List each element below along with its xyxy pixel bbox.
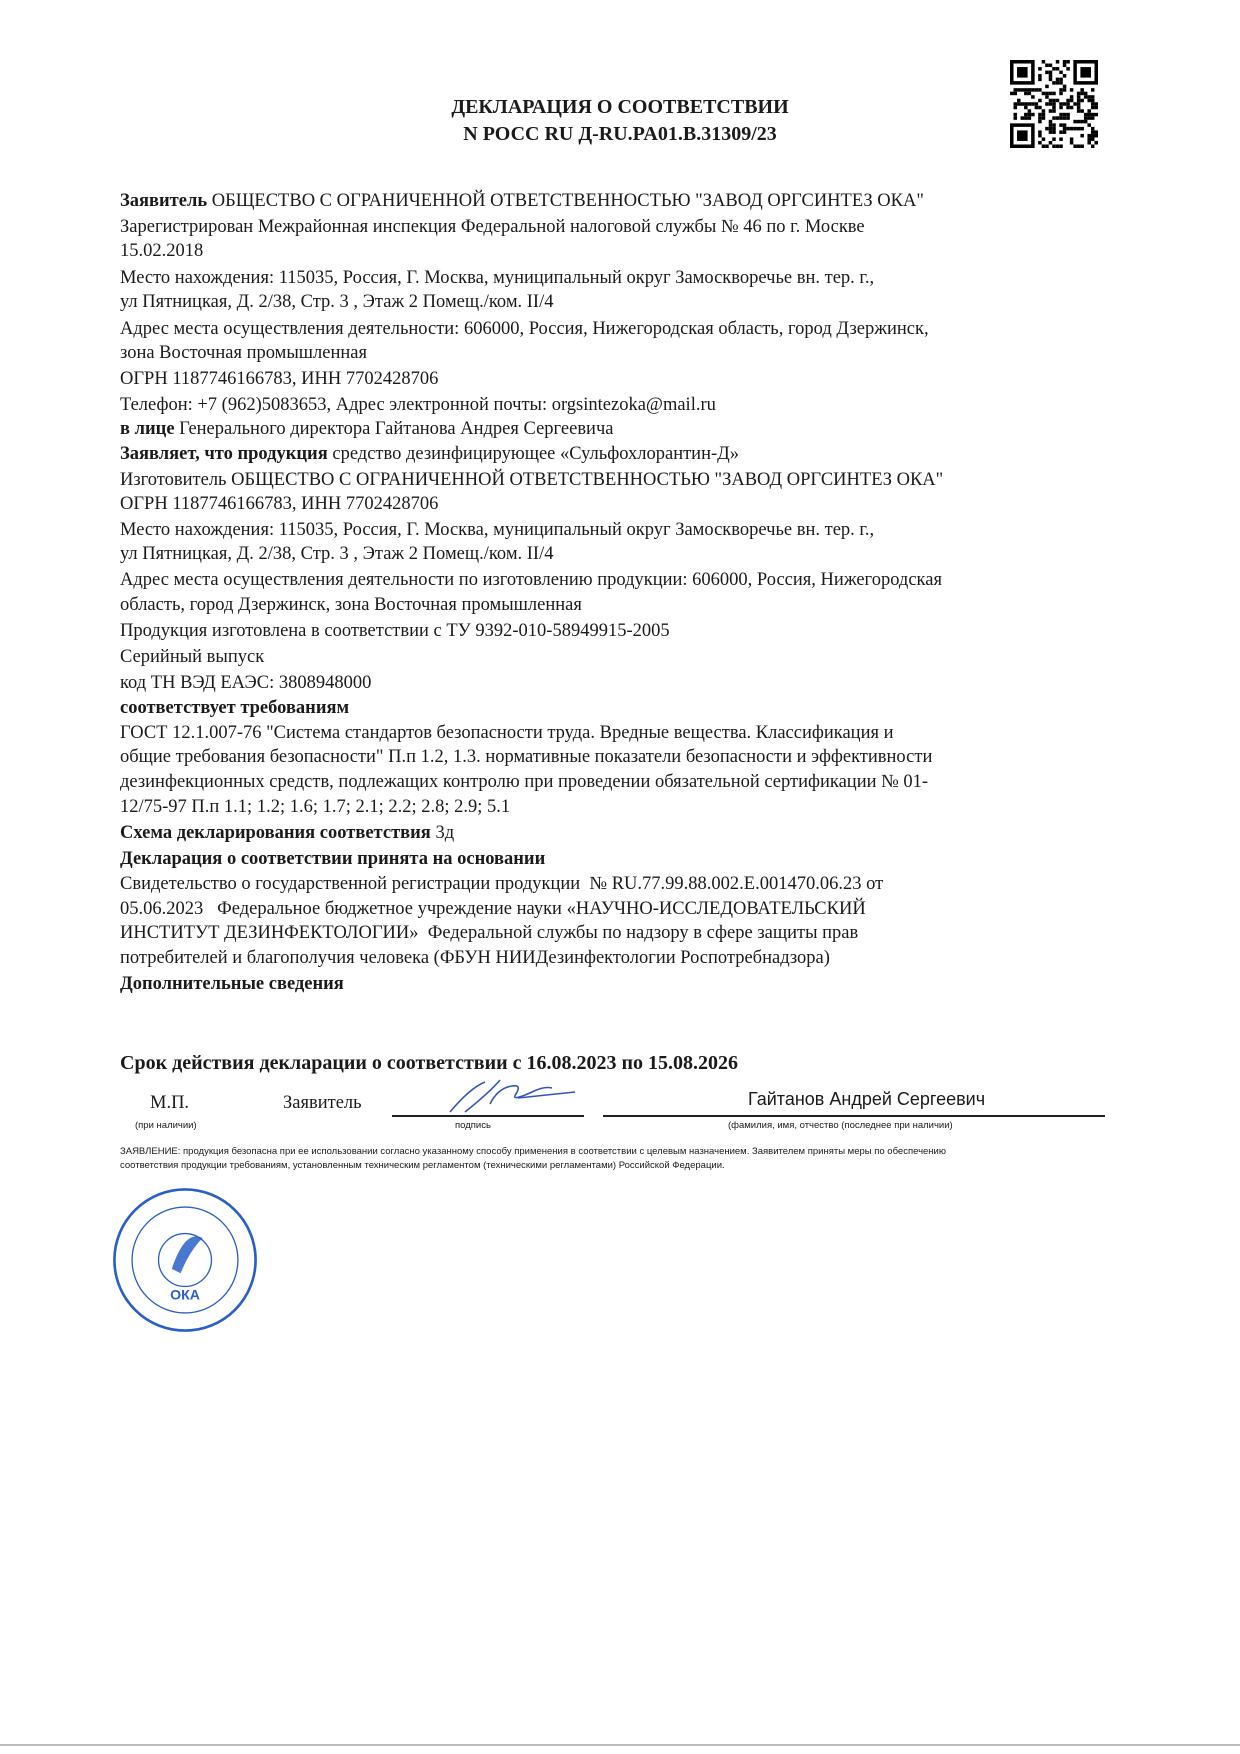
- body-line-text: Свидетельство о государственной регистрации продукции № RU.77.99.88.002.E.001470.06.23 от: [120, 874, 884, 894]
- body-line-text: ул Пятницкая, Д. 2/38, Стр. 3 , Этаж 2 Помещ./ком. II/4: [120, 544, 554, 564]
- body-line: [120, 569, 942, 591]
- body-line-text: Серийный выпуск: [120, 647, 265, 667]
- body-line: [120, 697, 349, 719]
- body-line-text: ОГРН 1187746166783, ИНН 7702428706: [120, 494, 439, 514]
- declaration-number: N РОСС RU Д-RU.PA01.B.31309/23: [463, 123, 777, 145]
- name-line: [603, 1115, 1105, 1117]
- body-line-label: Дополнительные сведения: [120, 974, 344, 994]
- body-line: [120, 722, 894, 744]
- body-line: [120, 796, 510, 818]
- signatory-name: Гайтанов Андрей Сергеевич: [748, 1089, 986, 1109]
- body-line: [120, 318, 929, 340]
- body-line-text: ИНСТИТУТ ДЕЗИНФЕКТОЛОГИИ» Федеральной службы по надзору в сфере защиты прав: [120, 923, 859, 943]
- body-line-text: Генерального директора Гайтанова Андрея Сергеевича: [174, 419, 614, 439]
- body-line: [120, 216, 865, 238]
- body-line-text: ГОСТ 12.1.007-76 "Система стандартов безопасности труда. Вредные вещества. Классификация и: [120, 723, 894, 743]
- body-line: [120, 394, 716, 416]
- body-line: [120, 973, 344, 995]
- signature-note: подпись: [455, 1120, 491, 1131]
- body-line-label: Схема декларирования соответствия: [120, 823, 431, 843]
- mp-label: М.П.: [150, 1093, 190, 1113]
- body-line: [120, 898, 866, 920]
- body-line-text: потребителей и благополучия человека (ФБУН НИИДезинфектологии Роспотребнадзора): [120, 948, 830, 968]
- body-line: [120, 240, 203, 262]
- body-line: [120, 947, 830, 969]
- body-line-text: код ТН ВЭД ЕАЭС: 3808948000: [120, 673, 372, 693]
- body-line: [120, 418, 613, 440]
- document-title: ДЕКЛАРАЦИЯ О СООТВЕТСТВИИ: [451, 96, 789, 118]
- signature-line: [392, 1115, 584, 1117]
- page-edge: [0, 1744, 1240, 1746]
- body-line-text: Место нахождения: 115035, Россия, Г. Москва, муниципальный округ Замоскворечье вн. тер. г.,: [120, 268, 875, 288]
- body-line-text: ул Пятницкая, Д. 2/38, Стр. 3 , Этаж 2 Помещ./ком. II/4: [120, 292, 554, 312]
- body-line: [120, 469, 943, 491]
- body-line: [120, 771, 928, 793]
- body-line-text: Адрес места осуществления деятельности по изготовлению продукции: 606000, Россия, Нижегородская: [120, 570, 942, 590]
- body-line: [120, 543, 554, 565]
- body-line-text: Продукция изготовлена в соответствии с ТУ 9392-010-58949915-2005: [120, 621, 670, 641]
- body-line-text: зона Восточная промышленная: [120, 343, 368, 363]
- body-line: [120, 848, 545, 870]
- body-line: [120, 873, 883, 895]
- company-stamp: [110, 1185, 260, 1335]
- body-line-text: Зарегистрирован Межрайонная инспекция Федеральной налоговой службы № 46 по г. Москве: [120, 217, 865, 237]
- body-line-label: в лице: [120, 419, 175, 439]
- body-line-label: Декларация о соответствии принята на основании: [120, 849, 546, 869]
- body-line-text: Телефон: +7 (962)5083653, Адрес электронной почты: orgsintezoka@mail.ru: [120, 395, 716, 415]
- body-line-label: Заявитель: [120, 191, 208, 211]
- body-line-text: Место нахождения: 115035, Россия, Г. Москва, муниципальный округ Замоскворечье вн. тер. г.,: [120, 520, 875, 540]
- body-line-text: 15.02.2018: [120, 241, 204, 261]
- body-line-text: Изготовитель ОБЩЕСТВО С ОГРАНИЧЕННОЙ ОТВЕТСТВЕННОСТЬЮ "ЗАВОД ОРГСИНТЕЗ ОКА": [120, 470, 944, 490]
- body-line: [120, 594, 582, 616]
- body-line-text: ОБЩЕСТВО С ОГРАНИЧЕННОЙ ОТВЕТСТВЕННОСТЬЮ "ЗАВОД ОРГСИНТЕЗ ОКА": [207, 191, 924, 211]
- body-line: [120, 620, 670, 642]
- body-line: [120, 746, 932, 768]
- body-line: [120, 443, 739, 465]
- body-line-text: средство дезинфицирующее «Сульфохлорантин-Д»: [327, 444, 740, 464]
- handwritten-signature: [440, 1078, 580, 1114]
- body-line: [120, 646, 264, 668]
- statement-line-2: соответствия продукции требованиям, установленным техническим регламентом (техническими регламентами) Российской Федерации.: [120, 1160, 725, 1171]
- body-line: [120, 519, 874, 541]
- body-line-text: 05.06.2023 Федеральное бюджетное учреждение науки «НАУЧНО-ИССЛЕДОВАТЕЛЬСКИЙ: [120, 899, 866, 919]
- mp-note: (при наличии): [135, 1120, 197, 1131]
- body-line-text: ОГРН 1187746166783, ИНН 7702428706: [120, 369, 439, 389]
- body-line-label: Заявляет, что продукция: [120, 444, 328, 464]
- body-line-text: 3д: [430, 823, 455, 843]
- body-line: [120, 672, 371, 694]
- qr-code: [1010, 60, 1098, 148]
- body-line: [120, 267, 874, 289]
- body-line: [120, 190, 924, 212]
- body-line-text: общие требования безопасности" П.п 1.2, 1.3. нормативные показатели безопасности и эффективности: [120, 747, 933, 767]
- validity-period: Срок действия декларации о соответствии с 16.08.2023 по 15.08.2026: [120, 1052, 739, 1074]
- body-line-text: область, город Дзержинск, зона Восточная промышленная: [120, 595, 582, 615]
- body-line: [120, 922, 858, 944]
- body-line: [120, 493, 438, 515]
- body-line: [120, 291, 554, 313]
- body-line-text: 12/75-97 П.п 1.1; 1.2; 1.6; 1.7; 2.1; 2.2; 2.8; 2.9; 5.1: [120, 797, 511, 817]
- body-line: [120, 342, 367, 364]
- applicant-label: Заявитель: [283, 1093, 362, 1113]
- statement-line-1: ЗАЯВЛЕНИЕ: продукция безопасна при ее использовании согласно указанному способу применения в соответствии с целевым назначением. Заявителем приняты меры по обеспечению: [120, 1146, 946, 1157]
- body-line: [120, 822, 454, 844]
- body-line: [120, 368, 438, 390]
- body-line-text: Адрес места осуществления деятельности: 606000, Россия, Нижегородская область, город Дзержинск,: [120, 319, 929, 339]
- body-line-label: соответствует требованиям: [120, 698, 350, 718]
- name-note: (фамилия, имя, отчество (последнее при наличии): [728, 1120, 953, 1131]
- body-line-text: дезинфекционных средств, подлежащих контролю при проведении обязательной сертификации № 01-: [120, 772, 929, 792]
- svg-text:ОКА: ОКА: [170, 1286, 200, 1303]
